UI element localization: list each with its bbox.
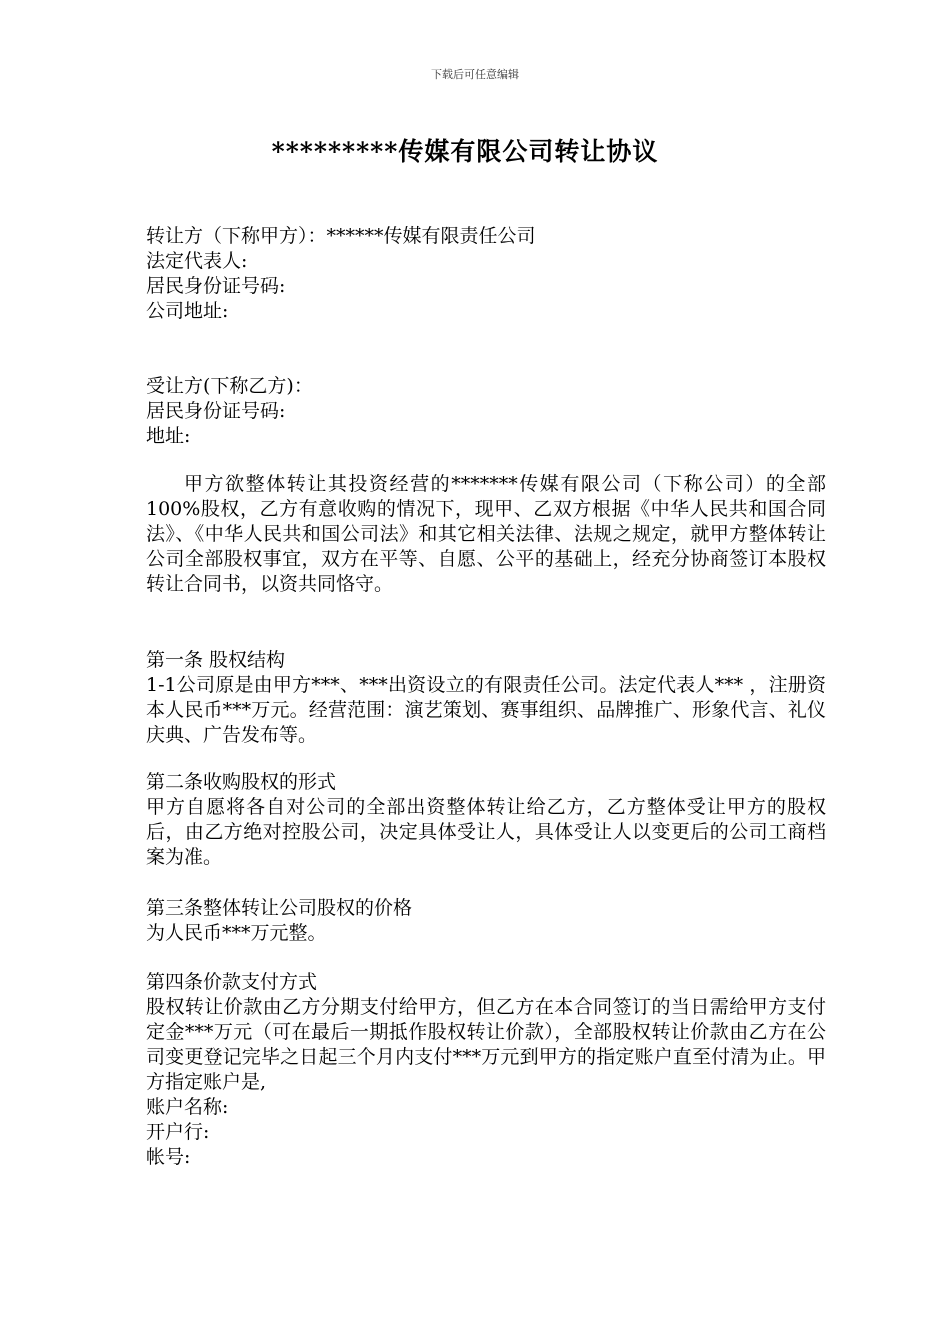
article-2-text: 甲方自愿将各自对公司的全部出资整体转让给乙方，乙方整体受让甲方的股权后，由乙方绝对控股公司，决定具体受让人，具体受让人以变更后的公司工商档案为准。 — [146, 796, 826, 868]
party-a-block — [146, 224, 826, 324]
party-a-name: 转让方（下称甲方）：******传媒有限责任公司 — [146, 225, 536, 247]
account-number-label: 帐号: — [146, 1146, 191, 1168]
article-2 — [146, 770, 826, 870]
document-title: *********传媒有限公司转让协议 — [271, 137, 659, 166]
party-b-name: 受让方(下称乙方)： — [146, 375, 313, 397]
article-4-heading: 第四条价款支付方式 — [146, 971, 318, 993]
party-a-legal-rep: 法定代表人: — [146, 250, 248, 272]
article-1-heading: 第一条 股权结构 — [146, 649, 286, 671]
account-name-label: 账户名称: — [146, 1096, 229, 1118]
party-b-id-number: 居民身份证号码: — [146, 400, 286, 422]
article-3 — [146, 896, 826, 946]
article-1 — [146, 648, 826, 748]
article-3-heading: 第三条整体转让公司股权的价格 — [146, 897, 413, 919]
article-4-text: 股权转让价款由乙方分期支付给甲方，但乙方在本合同签订的当日需给甲方支付定金***万元（可在最后一期抵作股权转让价款），全部股权转让价款由乙方在公司变更登记完毕之日起三个月内支付***万元到甲方的指定账户直至付清为止。甲方指定账户是, — [146, 996, 826, 1093]
header-note: 下载后可任意编辑 — [431, 68, 519, 81]
preamble-block — [146, 472, 826, 597]
article-1-text: 1-1公司原是由甲方***、***出资设立的有限责任公司。法定代表人*** ，注册资本人民币***万元。经营范围：演艺策划、赛事组织、品牌推广、形象代言、礼仪庆典、广告发布等。 — [146, 674, 826, 746]
party-b-address: 地址: — [146, 425, 191, 447]
bank-label: 开户行: — [146, 1121, 210, 1143]
article-4 — [146, 970, 826, 1170]
preamble-paragraph: 甲方欲整体转让其投资经营的*******传媒有限公司（下称公司）的全部100%股权，乙方有意收购的情况下，现甲、乙双方根据《中华人民共和国合同法》、《中华人民共和国公司法》和其它相关法律、法规之规定，就甲方整体转让公司全部股权事宜，双方在平等、自愿、公平的基础上，经充分协商签订本股权转让合同书，以资共同恪守。 — [146, 473, 826, 595]
article-2-heading: 第二条收购股权的形式 — [146, 771, 337, 793]
article-3-text: 为人民币***万元整。 — [146, 922, 327, 944]
party-b-block — [146, 374, 826, 449]
party-a-id-number: 居民身份证号码: — [146, 275, 286, 297]
party-a-address: 公司地址: — [146, 300, 229, 322]
